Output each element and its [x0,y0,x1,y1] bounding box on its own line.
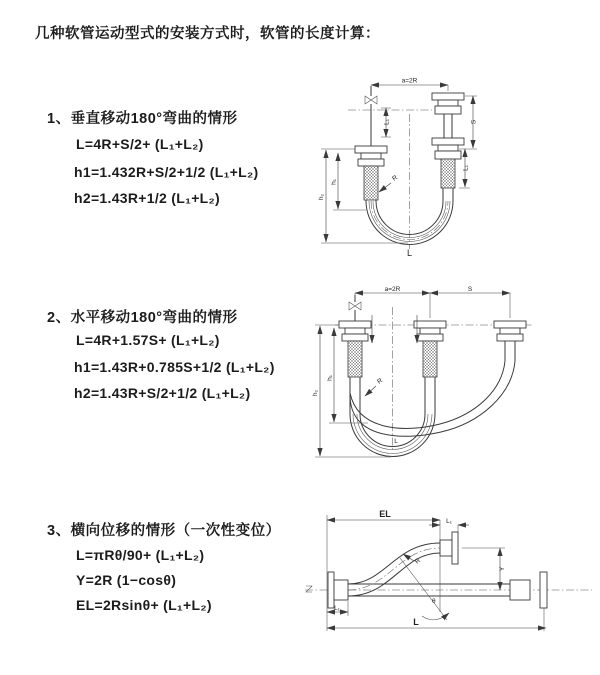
section-1-formula-h2: h2=1.43R+1/2 (L₁+L₂) [74,190,221,206]
dim-label-l1-left: L₁ [334,605,340,612]
left-flange-fitting [328,572,348,608]
radius-leader [403,554,422,566]
section-2-formula-L: L=4R+1.57S+ (L₁+L₂) [76,332,220,348]
dim-label-s: S [470,119,478,125]
right-flange-fitting [494,321,526,341]
dim-label-l1-top: L₁ [446,518,452,525]
dim-label-h2: h₂ [312,389,319,397]
braided-hose-section [364,166,378,200]
hose-displaced-position [348,543,440,596]
dim-span [355,286,510,318]
valve-icon [349,302,361,310]
horizontal-180-bend-diagram [310,283,595,475]
dim-label-r: R [376,377,384,386]
dim-label-l: L [394,438,398,445]
angle-theta-construction [400,558,449,620]
dim-label-y: Y [499,566,506,572]
dim-l1-left [381,108,391,137]
radius-leader [379,174,399,192]
dim-label-l: L [413,617,419,627]
section-3-formula-L: L=πRθ/90+ (L₁+L₂) [76,547,205,563]
dim-span [371,78,448,92]
section-1-heading: 1、垂直移动180°弯曲的情形 [47,111,238,127]
right-flange-fittings [432,93,464,188]
section-3-formula-EL: EL=2Rsinθ+ (L₁+L₂) [76,597,212,613]
dim-label-r: R [413,557,422,566]
middle-flange-fitting [414,321,446,377]
page-title: 几种软管运动型式的安装方式时，软管的长度计算： [35,26,380,42]
braided-hose-section [348,341,362,377]
section-1-formula-L: L=4R+S/2+ (L₁+L₂) [76,136,204,152]
section-3-heading: 3、横向位移的情形（一次性变位） [47,523,281,539]
braided-hose-section [423,341,437,377]
dim-label-r: R [391,174,399,183]
lateral-displacement-diagram [300,500,600,648]
section-2-formula-h1: h1=1.43R+0.785S+1/2 (L₁+L₂) [74,359,275,375]
centerline-break-mark [306,586,312,592]
dim-label-h2: h₂ [318,193,325,201]
dim-label-theta: θ [432,598,436,605]
braided-hose-section [441,159,455,188]
displaced-flange-fitting [440,532,458,564]
dim-label-span: a=2R [401,77,418,85]
dim-label-l1-right: L₁ [462,165,470,171]
valve-icon [365,96,377,104]
right-flange-fitting [510,572,547,608]
radius-leader [365,377,384,396]
dim-label-el: EL [379,509,391,519]
dim-label-span: a=2R [384,286,401,293]
section-2-heading: 2、水平移动180°弯曲的情形 [47,310,238,326]
left-flange-fitting [339,321,371,377]
section-3-formula-Y: Y=2R (1−cosθ) [76,572,177,588]
section-1-formula-h1: h1=1.432R+S/2+1/2 (L₁+L₂) [74,164,259,180]
dim-label-s: S [467,286,473,293]
vertical-180-bend-diagram [316,70,591,262]
dim-label-l: L [406,248,413,258]
section-2-formula-h2: h2=1.43R+S/2+1/2 (L₁+L₂) [74,385,251,401]
dim-label-h1: h₁ [326,375,334,381]
dim-label-l1-left: L₁ [383,119,391,125]
dim-label-h1: h₁ [330,179,338,185]
left-flange-fitting [355,146,387,200]
